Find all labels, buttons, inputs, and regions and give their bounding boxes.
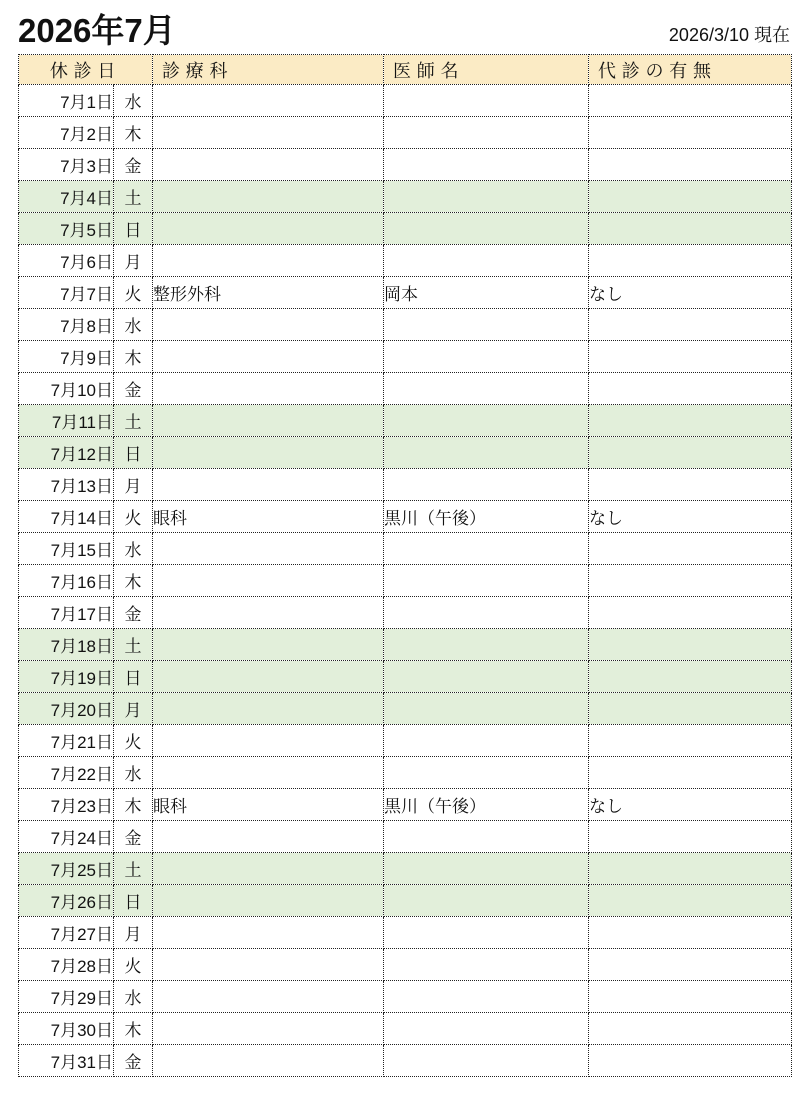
doctor-cell [384,117,589,149]
date-cell: 7月23日 [19,789,114,821]
table-row [19,533,792,565]
substitute-cell [589,373,792,405]
date-cell: 7月17日 [19,597,114,629]
substitute-cell [589,533,792,565]
table-row [19,309,792,341]
day-of-week-cell: 水 [114,757,153,789]
department-cell [153,565,384,597]
date-cell: 7月6日 [19,245,114,277]
date-cell: 7月8日 [19,309,114,341]
department-cell [153,821,384,853]
date-cell: 7月16日 [19,565,114,597]
table-row [19,213,792,245]
day-of-week-cell: 火 [114,949,153,981]
department-cell [153,469,384,501]
doctor-cell [384,181,589,213]
date-cell: 7月11日 [19,405,114,437]
date-cell: 7月29日 [19,981,114,1013]
table-row [19,917,792,949]
doctor-cell [384,725,589,757]
doctor-cell [384,469,589,501]
substitute-cell [589,1013,792,1045]
date-cell: 7月31日 [19,1045,114,1077]
date-cell: 7月4日 [19,181,114,213]
department-cell [153,149,384,181]
substitute-cell [589,85,792,117]
department-cell [153,405,384,437]
table-row [19,725,792,757]
date-cell: 7月21日 [19,725,114,757]
day-of-week-cell: 金 [114,373,153,405]
department-cell: 整形外科 [153,277,384,309]
column-header-substitute: 代診の有無 [589,55,792,85]
column-header-closed-day: 休診日 [19,55,153,85]
doctor-cell [384,373,589,405]
date-cell: 7月3日 [19,149,114,181]
substitute-cell [589,213,792,245]
day-of-week-cell: 水 [114,309,153,341]
doctor-cell [384,853,589,885]
doctor-cell [384,437,589,469]
table-row [19,437,792,469]
header-row [19,55,792,85]
table-row [19,117,792,149]
substitute-cell [589,885,792,917]
substitute-cell [589,117,792,149]
table-row [19,565,792,597]
substitute-cell [589,661,792,693]
department-cell [153,85,384,117]
table-row [19,1013,792,1045]
department-cell [153,629,384,661]
table-row [19,661,792,693]
substitute-cell [589,981,792,1013]
date-cell: 7月10日 [19,373,114,405]
doctor-cell [384,597,589,629]
table-row [19,1045,792,1077]
department-cell [153,181,384,213]
date-cell: 7月28日 [19,949,114,981]
table-row [19,277,792,309]
date-cell: 7月1日 [19,85,114,117]
page-title: 2026年7月 [18,12,176,50]
substitute-cell [589,469,792,501]
day-of-week-cell: 月 [114,693,153,725]
doctor-cell: 黒川（午後） [384,501,589,533]
department-cell [153,437,384,469]
department-cell [153,725,384,757]
day-of-week-cell: 土 [114,405,153,437]
doctor-cell [384,149,589,181]
day-of-week-cell: 木 [114,565,153,597]
department-cell [153,341,384,373]
table-row [19,597,792,629]
department-cell [153,309,384,341]
substitute-cell [589,245,792,277]
substitute-cell: なし [589,277,792,309]
table-row [19,885,792,917]
table-row [19,181,792,213]
day-of-week-cell: 土 [114,853,153,885]
substitute-cell [589,853,792,885]
day-of-week-cell: 日 [114,213,153,245]
table-row [19,693,792,725]
substitute-cell [589,1045,792,1077]
substitute-cell [589,437,792,469]
day-of-week-cell: 日 [114,885,153,917]
table-row [19,629,792,661]
doctor-cell [384,213,589,245]
substitute-cell [589,725,792,757]
doctor-cell [384,949,589,981]
day-of-week-cell: 金 [114,597,153,629]
doctor-cell [384,629,589,661]
day-of-week-cell: 金 [114,821,153,853]
department-cell [153,693,384,725]
doctor-cell [384,981,589,1013]
doctor-cell [384,821,589,853]
date-cell: 7月15日 [19,533,114,565]
table-row [19,981,792,1013]
department-cell [153,533,384,565]
substitute-cell [589,149,792,181]
column-header-doctor: 医師名 [384,55,589,85]
doctor-cell [384,917,589,949]
date-cell: 7月26日 [19,885,114,917]
substitute-cell [589,405,792,437]
doctor-cell: 岡本 [384,277,589,309]
doctor-cell [384,757,589,789]
department-cell: 眼科 [153,501,384,533]
doctor-cell [384,565,589,597]
doctor-cell [384,533,589,565]
department-cell [153,597,384,629]
substitute-cell: なし [589,789,792,821]
substitute-cell: なし [589,501,792,533]
day-of-week-cell: 土 [114,629,153,661]
doctor-cell [384,341,589,373]
table-row [19,949,792,981]
table-row [19,149,792,181]
department-cell [153,981,384,1013]
department-cell: 眼科 [153,789,384,821]
department-cell [153,213,384,245]
table-row [19,245,792,277]
substitute-cell [589,949,792,981]
date-cell: 7月18日 [19,629,114,661]
day-of-week-cell: 月 [114,917,153,949]
doctor-cell [384,1045,589,1077]
table-row [19,469,792,501]
table-row [19,85,792,117]
day-of-week-cell: 火 [114,277,153,309]
department-cell [153,245,384,277]
date-cell: 7月30日 [19,1013,114,1045]
substitute-cell [589,597,792,629]
day-of-week-cell: 木 [114,789,153,821]
date-cell: 7月25日 [19,853,114,885]
department-cell [153,949,384,981]
page-header [0,0,810,54]
day-of-week-cell: 水 [114,533,153,565]
date-cell: 7月20日 [19,693,114,725]
date-cell: 7月9日 [19,341,114,373]
substitute-cell [589,917,792,949]
column-header-department: 診療科 [153,55,384,85]
substitute-cell [589,565,792,597]
department-cell [153,117,384,149]
day-of-week-cell: 木 [114,117,153,149]
table-row [19,821,792,853]
table-row [19,757,792,789]
table-row [19,373,792,405]
doctor-cell [384,245,589,277]
substitute-cell [589,341,792,373]
day-of-week-cell: 月 [114,469,153,501]
substitute-cell [589,309,792,341]
day-of-week-cell: 日 [114,437,153,469]
date-cell: 7月2日 [19,117,114,149]
doctor-cell [384,309,589,341]
date-cell: 7月12日 [19,437,114,469]
doctor-cell [384,661,589,693]
date-cell: 7月14日 [19,501,114,533]
substitute-cell [589,181,792,213]
department-cell [153,917,384,949]
doctor-cell: 黒川（午後） [384,789,589,821]
day-of-week-cell: 水 [114,981,153,1013]
table-row [19,853,792,885]
substitute-cell [589,693,792,725]
date-cell: 7月7日 [19,277,114,309]
table-row [19,341,792,373]
doctor-cell [384,1013,589,1045]
date-cell: 7月24日 [19,821,114,853]
department-cell [153,757,384,789]
table-row [19,501,792,533]
day-of-week-cell: 木 [114,1013,153,1045]
department-cell [153,1045,384,1077]
day-of-week-cell: 木 [114,341,153,373]
table-row [19,789,792,821]
date-cell: 7月13日 [19,469,114,501]
substitute-cell [589,757,792,789]
substitute-cell [589,821,792,853]
day-of-week-cell: 水 [114,85,153,117]
date-cell: 7月5日 [19,213,114,245]
day-of-week-cell: 火 [114,501,153,533]
day-of-week-cell: 土 [114,181,153,213]
department-cell [153,373,384,405]
department-cell [153,853,384,885]
day-of-week-cell: 火 [114,725,153,757]
date-cell: 7月19日 [19,661,114,693]
table-row [19,405,792,437]
department-cell [153,661,384,693]
doctor-cell [384,885,589,917]
doctor-cell [384,85,589,117]
substitute-cell [589,629,792,661]
day-of-week-cell: 金 [114,1045,153,1077]
day-of-week-cell: 日 [114,661,153,693]
doctor-cell [384,405,589,437]
closed-days-table [18,54,792,1077]
as-of-date: 2026/3/10 現在 [668,25,790,45]
doctor-cell [384,693,589,725]
date-cell: 7月22日 [19,757,114,789]
day-of-week-cell: 金 [114,149,153,181]
department-cell [153,885,384,917]
date-cell: 7月27日 [19,917,114,949]
department-cell [153,1013,384,1045]
day-of-week-cell: 月 [114,245,153,277]
closed-days-tbody [19,85,792,1077]
